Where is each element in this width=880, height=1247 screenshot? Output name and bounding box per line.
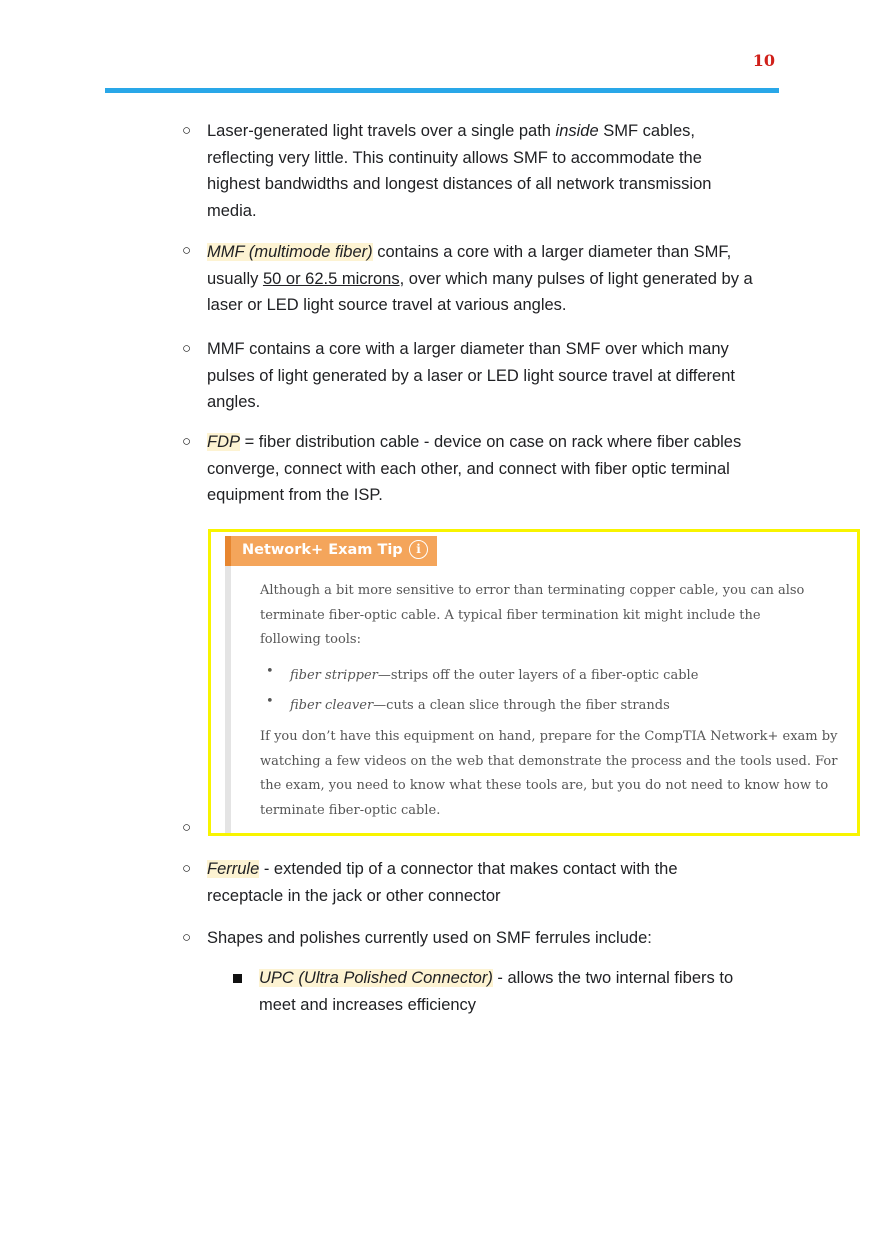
list-item-smf-light	[207, 118, 747, 224]
header-rule	[105, 88, 779, 93]
callout-side-bar	[225, 538, 231, 833]
page-number: 10	[752, 51, 775, 70]
bullet-hollow-circle: ○	[182, 433, 192, 450]
sub-list-item-upc	[259, 965, 764, 1018]
tip-tool-item	[290, 664, 880, 689]
info-icon: i	[409, 540, 428, 559]
term-highlight: MMF (multimode fiber)	[207, 243, 373, 261]
term-highlight: FDP	[207, 433, 240, 451]
term-highlight: UPC (Ultra Polished Connector)	[259, 969, 493, 987]
callout-title: Network+ Exam Tip	[242, 542, 403, 558]
item-italic: inside	[555, 122, 599, 140]
underlined-value: 50 or 62.5 microns	[262, 269, 400, 288]
list-item-ferrule	[207, 856, 717, 909]
bullet-hollow-circle: ○	[182, 242, 192, 259]
item-text: - allows the two internal fibers to meet and increases efficiency	[259, 969, 734, 1014]
item-text: SMF cables, reflecting very little. This continuity allows SMF to accommodate the highest bandwidths and longest distances of all network transmission media.	[207, 122, 712, 220]
tip-bullet-dot: •	[266, 664, 274, 679]
bullet-hollow-circle: ○	[182, 819, 192, 836]
list-item-shapes: Shapes and polishes currently used on SMF ferrules include:	[207, 929, 652, 947]
callout-tab	[225, 536, 437, 566]
item-text: Laser-generated light travels over a single path	[207, 122, 556, 140]
tab-edge	[225, 536, 231, 566]
bullet-hollow-circle: ○	[182, 340, 192, 357]
tool-name: fiber stripper	[290, 668, 378, 683]
tool-desc: —cuts a clean slice through the fiber strands	[373, 698, 670, 713]
list-item-mmf-repeat: MMF contains a core with a larger diameter than SMF over which many pulses of light generated by a laser or LED light source travel at different angles.	[207, 340, 735, 411]
bullet-filled-square	[233, 974, 242, 983]
item-text: - extended tip of a connector that makes contact with the receptacle in the jack or other connector	[207, 860, 678, 905]
tip-intro: Although a bit more sensitive to error than terminating copper cable, you can also terminate fiber-optic cable. A typical fiber termination kit might include the following tools:	[260, 583, 805, 647]
item-text: contains a core with a larger diameter than SMF, usually	[207, 243, 732, 288]
bullet-hollow-circle: ○	[182, 122, 192, 139]
tool-name: fiber cleaver	[290, 698, 374, 713]
exam-tip-callout	[208, 529, 860, 836]
tip-tool-item	[290, 694, 880, 719]
list-item-mmf	[207, 239, 787, 319]
tool-desc: —strips off the outer layers of a fiber-optic cable	[377, 668, 699, 683]
term-highlight: Ferrule	[207, 860, 260, 878]
tip-outro: If you don’t have this equipment on hand, prepare for the CompTIA Network+ exam by watching a few videos on the web that demonstrate the process and the tools used. For the exam, you need to know what these tools are, but you do not need to know how to terminate fiber-optic cable.	[260, 729, 838, 818]
list-item-fdp	[207, 429, 772, 509]
tip-bullet-dot: •	[266, 694, 274, 709]
bullet-hollow-circle: ○	[182, 860, 192, 877]
item-text: , over which many pulses of light generated by a laser or LED light source travel at various angles.	[207, 269, 753, 314]
bullet-hollow-circle: ○	[182, 929, 192, 946]
item-text: = fiber distribution cable - device on case on rack where fiber cables converge, connect with each other, and connect with fiber optic terminal equipment from the ISP.	[207, 433, 742, 504]
